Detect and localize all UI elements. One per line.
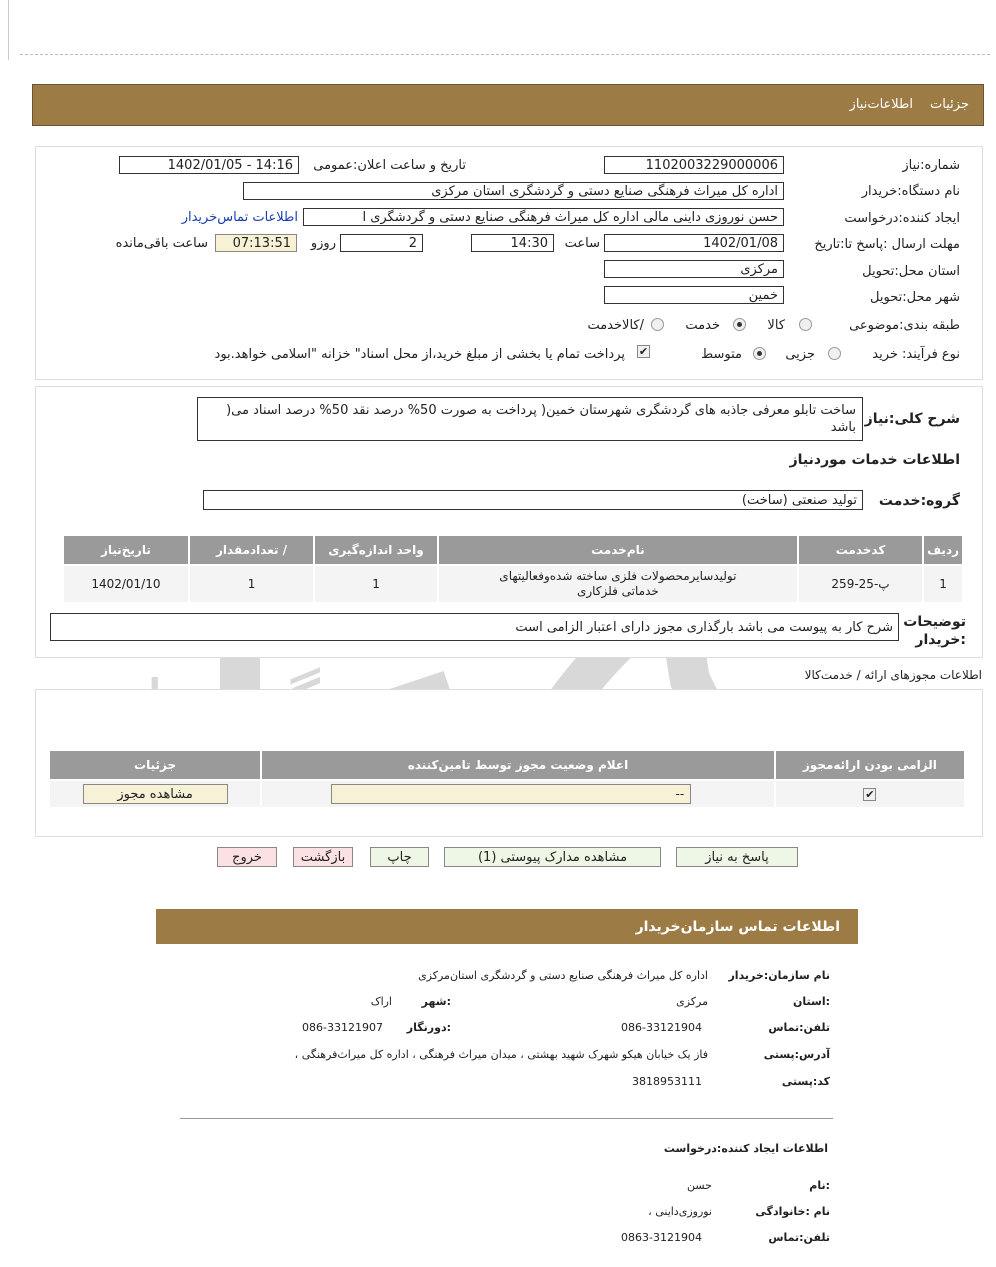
exit-button[interactable]: خروج — [217, 847, 277, 867]
need-number-label: شماره:نیاز — [902, 158, 960, 173]
left-border-line — [8, 0, 9, 60]
contact-phone-label: تلفن:تماس — [768, 1021, 830, 1034]
process-partial-label: جزیی — [785, 347, 815, 362]
contact-postal-label: کد:پستی — [781, 1075, 830, 1088]
col-status: اعلام وضعیت مجوز توسط تامین‌کننده — [261, 750, 775, 780]
announce-field: 1402/01/05 - 14:16 — [119, 156, 299, 174]
summary-field: ساخت تابلو معرفی جاذبه های گردشگری شهرستان خمین( پرداخت به صورت 50% درصد نقد 50% درصد اسناد می( باشد — [197, 397, 863, 441]
creator-label: ایجاد کننده:درخواست — [844, 211, 960, 226]
deadline-date-field: 1402/01/08 — [604, 234, 784, 252]
group-label: گروه:خدمت — [878, 493, 960, 509]
cell-status — [261, 780, 775, 808]
deadline-time-field: 14:30 — [471, 234, 554, 252]
cell-required — [775, 780, 965, 808]
process-medium-label: متوسط — [701, 347, 742, 362]
cell-code: پ-25-259 — [798, 565, 923, 603]
creator-name-label: :نام — [809, 1179, 830, 1192]
days-field: 2 — [340, 234, 423, 252]
creator-name: حسن — [687, 1179, 712, 1192]
announce-label: تاریخ و ساعت اعلان:عمومی — [313, 158, 466, 173]
services-table — [62, 534, 964, 604]
process-partial-radio[interactable] — [828, 347, 841, 360]
reply-button[interactable]: پاسخ به نیاز — [676, 847, 798, 867]
contact-header-title: اطلاعات تماس سازمان‌خریدار — [635, 919, 840, 935]
category-goods-radio[interactable] — [799, 318, 812, 331]
creator-section-title: اطلاعات ایجاد کننده:درخواست — [663, 1142, 828, 1155]
col-unit: واحد اندازه‌گیری — [314, 535, 438, 565]
permit-status-field[interactable]: -- — [331, 784, 691, 804]
contact-city: اراک — [370, 995, 392, 1008]
payment-note: پرداخت تمام یا بخشی از مبلغ خرید،از محل اسناد" خزانه "اسلامی خواهد.بود — [214, 347, 625, 362]
deadline-label: مهلت ارسال :پاسخ تا:تاریخ — [814, 237, 960, 252]
contact-province: مرکزی — [676, 995, 708, 1008]
province-field: مرکزی — [604, 260, 784, 278]
buyer-notes-label: توضیحات :خریدار — [903, 614, 966, 648]
creator-field: حسن نوروزی داینی مالی اداره کل میراث فرهنگی صنایع دستی و گردشگری ا — [303, 208, 784, 226]
creator-phone-label: تلفن:تماس — [768, 1231, 830, 1244]
payment-checkbox[interactable]: ✔ — [638, 345, 649, 358]
category-goods-label: کالا — [767, 318, 785, 333]
contact-phone: 086-33121904 — [621, 1021, 702, 1034]
contact-address-label: آدرس:پستی — [763, 1048, 830, 1061]
creator-family: نوروزی‌داینی ، — [648, 1205, 712, 1218]
print-button[interactable]: چاپ — [370, 847, 429, 867]
cell-date: 1402/01/10 — [63, 565, 189, 603]
time-label: ساعت — [564, 236, 600, 251]
buyer-notes-field: شرح کار به پیوست می باشد بارگذاری مجوز دارای اعتبار الزامی است — [50, 613, 899, 641]
table-row — [49, 780, 965, 808]
remaining-label: ساعت باقی‌مانده — [115, 236, 208, 251]
cell-name: تولیدسایرمحصولات فلزی ساخته شده‌وفعالیتهای خدماتی فلزکاری — [438, 565, 798, 603]
category-both-label: /کالاخدمت — [587, 318, 644, 333]
col-qty: / تعدادمقدار — [189, 535, 314, 565]
permits-table — [48, 749, 966, 809]
summary-label: شرح کلی:نیاز — [864, 411, 960, 427]
attachments-button[interactable]: مشاهده مدارک پیوستی (1) — [444, 847, 661, 867]
top-divider — [20, 54, 990, 55]
city-field: خمین — [604, 286, 784, 304]
col-name: نام‌خدمت — [438, 535, 798, 565]
col-details: جزئیات — [49, 750, 261, 780]
creator-phone: 0863-3121904 — [621, 1231, 702, 1244]
tab-details[interactable]: جزئیات — [930, 97, 969, 112]
view-permit-button[interactable]: مشاهده مجوز — [83, 784, 228, 804]
buyer-contact-link[interactable]: اطلاعات تماس‌خریدار — [181, 210, 298, 225]
contact-city-label: :شهر — [421, 995, 451, 1008]
buyer-org-field: اداره کل میراث فرهنگی صنایع دستی و گردشگری استان مرکزی — [243, 182, 784, 200]
creator-family-label: نام :خانوادگی — [755, 1205, 830, 1218]
group-field: تولید صنعتی (ساخت) — [203, 490, 863, 510]
col-date: تاریخ‌نیاز — [63, 535, 189, 565]
contact-org: اداره کل میراث فرهنگی صنایع دستی و گردشگری استان‌مرکزی — [418, 969, 708, 982]
need-number-field: 1102003229000006 — [604, 156, 784, 174]
buyer-org-label: نام دستگاه:خریدار — [861, 184, 960, 199]
contact-fax: 086-33121907 — [302, 1021, 383, 1034]
category-both-radio[interactable] — [651, 318, 664, 331]
province-label: استان محل:تحویل — [862, 264, 960, 279]
city-label: شهر محل:تحویل — [870, 290, 960, 305]
category-service-label: خدمت — [685, 318, 720, 333]
tab-need-info[interactable]: اطلاعات‌نیاز — [849, 97, 913, 112]
remaining-time-field: 07:13:51 — [215, 234, 297, 252]
col-required: الزامی بودن ارائه‌مجوز — [775, 750, 965, 780]
days-label: روزو — [310, 236, 336, 251]
cell-unit: 1 — [314, 565, 438, 603]
back-button[interactable]: بازگشت — [293, 847, 353, 867]
contact-header-bar — [156, 909, 858, 944]
contact-postal: 3818953111 — [632, 1075, 702, 1088]
table-row — [63, 565, 963, 603]
contact-address: فاز یک خیابان هیکو شهرک شهید بهشتی ، میدان میراث فرهنگی ، اداره کل میراث‌فرهنگی ، — [294, 1048, 708, 1061]
contact-divider — [180, 1118, 833, 1119]
contact-fax-label: :دورنگار — [406, 1021, 451, 1034]
category-label: طبقه بندی:موضوعی — [849, 318, 960, 333]
cell-qty: 1 — [189, 565, 314, 603]
process-medium-radio[interactable] — [753, 347, 766, 360]
permits-title: اطلاعات مجوزهای ارائه / خدمت‌کالا — [804, 668, 982, 682]
cell-row: 1 — [923, 565, 963, 603]
col-code: کدخدمت — [798, 535, 923, 565]
process-label: نوع فرآیند: خرید — [872, 347, 960, 362]
services-title: اطلاعات خدمات موردنیاز — [789, 452, 960, 468]
col-row: ردیف — [923, 535, 963, 565]
category-service-radio[interactable] — [733, 318, 746, 331]
permit-required-checkbox: ✔ — [865, 788, 875, 801]
cell-details — [49, 780, 261, 808]
page-header-bar — [32, 84, 984, 126]
contact-province-label: :استان — [793, 995, 830, 1008]
contact-org-label: نام سازمان:خریدار — [728, 969, 830, 982]
